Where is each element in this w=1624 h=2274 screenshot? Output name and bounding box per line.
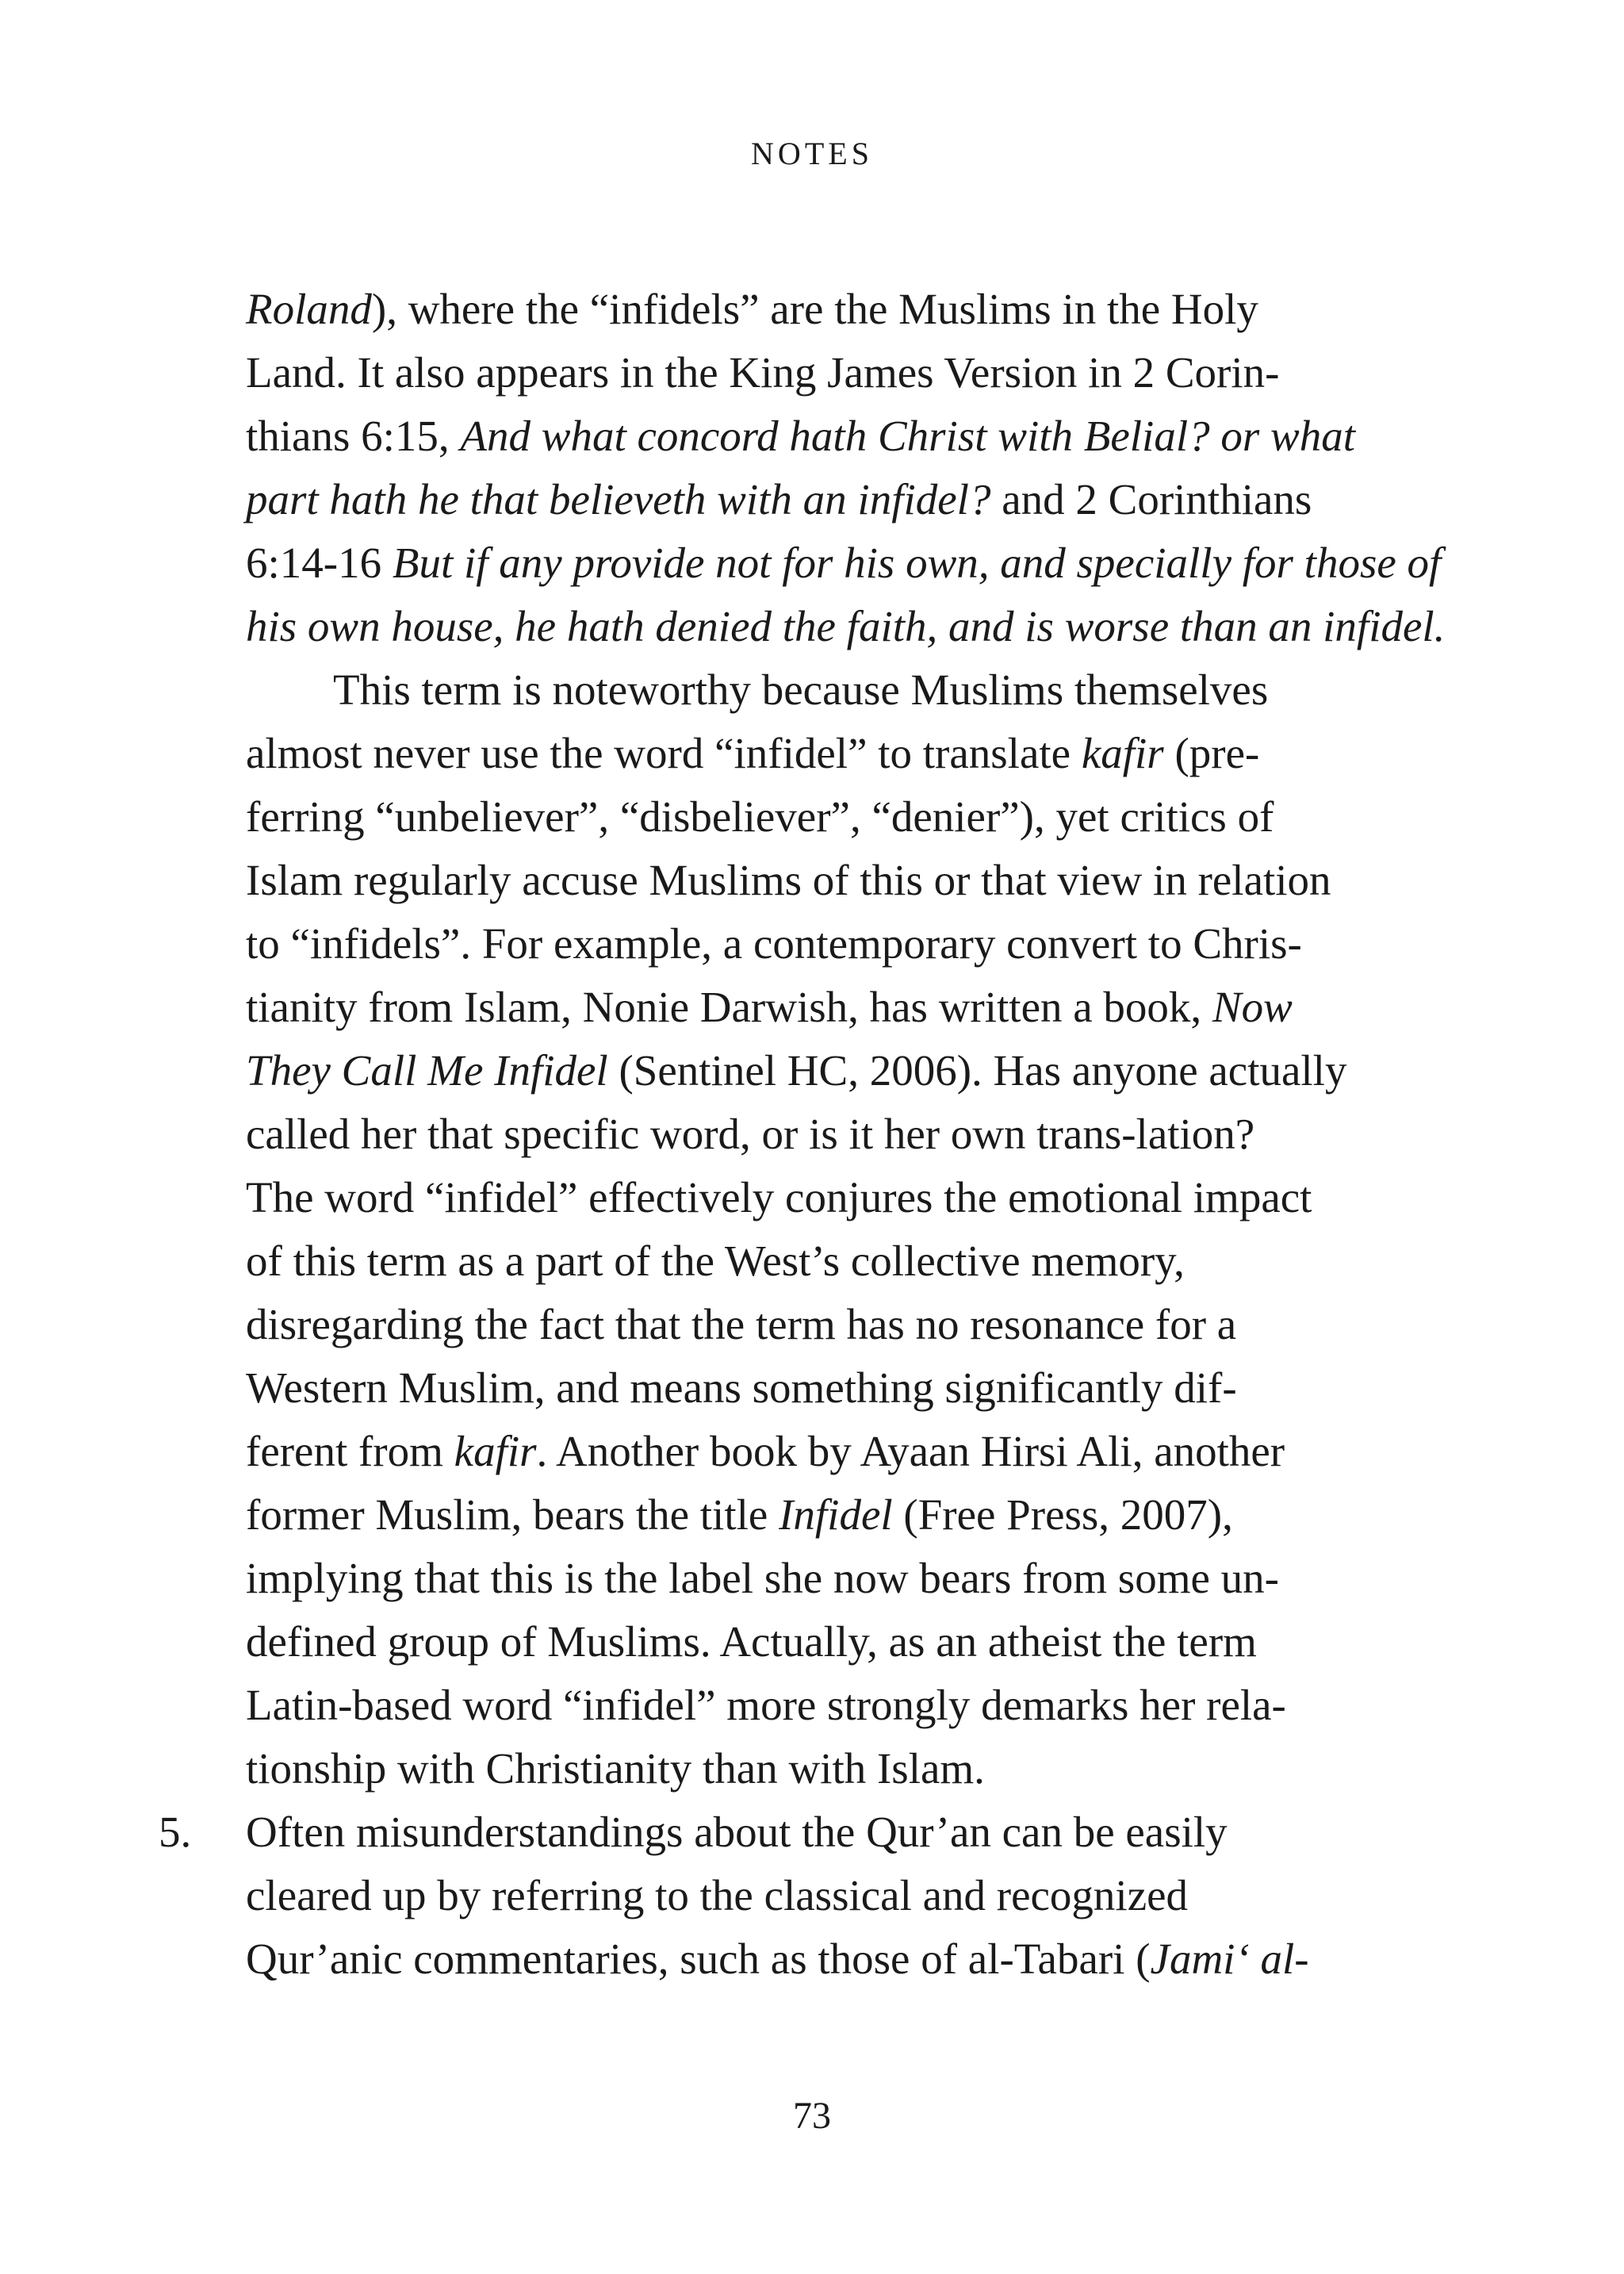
italic-text: kafir bbox=[454, 1427, 537, 1475]
text-line bbox=[246, 468, 1467, 531]
italic-text: part hath he that believeth with an infidel? bbox=[246, 475, 991, 523]
italic-text: kafir bbox=[1081, 729, 1164, 777]
note-4-continuation bbox=[246, 278, 1467, 1800]
text-line bbox=[246, 595, 1467, 658]
text-run: to “infidels”. For example, a contemporary convert to Chris- bbox=[246, 919, 1302, 968]
text-line bbox=[246, 1610, 1467, 1674]
italic-text: But if any provide not for his own, and specially for those of bbox=[392, 539, 1442, 587]
italic-text: Roland bbox=[246, 285, 372, 333]
text-run: tionship with Christianity than with Islam. bbox=[246, 1744, 985, 1793]
text-line bbox=[246, 976, 1467, 1039]
text-line bbox=[246, 1293, 1467, 1356]
text-line bbox=[246, 1166, 1467, 1229]
text-run: Qur’anic commentaries, such as those of al-Tabari ( bbox=[246, 1935, 1151, 1983]
italic-text: Infidel bbox=[779, 1490, 893, 1539]
page-number: 73 bbox=[793, 2095, 831, 2137]
text-line bbox=[246, 1547, 1467, 1610]
text-line bbox=[246, 1229, 1467, 1293]
text-run: called her that specific word, or is it her own trans-lation? bbox=[246, 1110, 1255, 1158]
text-run: Islam regularly accuse Muslims of this or that view in relation bbox=[246, 856, 1331, 904]
text-run: (Free Press, 2007), bbox=[892, 1490, 1233, 1539]
text-run: This term is noteworthy because Muslims themselves bbox=[333, 665, 1269, 714]
italic-text: And what concord hath Christ with Belial? or what bbox=[460, 412, 1355, 460]
text-line bbox=[246, 849, 1467, 912]
text-run: 6:14-16 bbox=[246, 539, 393, 587]
text-run: and 2 Corinthians bbox=[990, 475, 1312, 523]
text-line bbox=[246, 1039, 1467, 1102]
notes-text-block bbox=[159, 278, 1467, 1991]
text-run: . Another book by Ayaan Hirsi Ali, another bbox=[536, 1427, 1285, 1475]
text-line bbox=[246, 405, 1467, 468]
text-run: defined group of Muslims. Actually, as an atheist the term bbox=[246, 1617, 1257, 1666]
text-run: Land. It also appears in the King James Version in 2 Corin- bbox=[246, 348, 1280, 397]
text-line bbox=[246, 341, 1467, 405]
text-run: Often misunderstandings about the Qur’an can be easily bbox=[246, 1808, 1228, 1856]
note-5 bbox=[159, 1800, 1467, 1991]
text-line bbox=[246, 1800, 1467, 1864]
text-line bbox=[246, 1356, 1467, 1420]
running-head: NOTES bbox=[751, 136, 873, 171]
text-run: (Sentinel HC, 2006). Has anyone actually bbox=[607, 1046, 1347, 1095]
text-run: tianity from Islam, Nonie Darwish, has written a book, bbox=[246, 983, 1212, 1031]
italic-text: Now bbox=[1212, 983, 1293, 1031]
text-line bbox=[246, 1737, 1467, 1800]
text-line bbox=[246, 722, 1467, 785]
text-line bbox=[246, 1927, 1467, 1991]
text-run: ), where the “infidels” are the Muslims in the Holy bbox=[371, 285, 1258, 333]
text-run: cleared up by referring to the classical and recognized bbox=[246, 1871, 1189, 1919]
italic-text: Jami‘ al- bbox=[1150, 1935, 1309, 1983]
text-run: ferent from bbox=[246, 1427, 454, 1475]
text-line bbox=[246, 531, 1467, 595]
note-number: 5. bbox=[159, 1808, 192, 1856]
text-line bbox=[246, 1102, 1467, 1166]
text-run: (pre- bbox=[1163, 729, 1260, 777]
italic-text: his own house, he hath denied the faith, and is worse than an infidel. bbox=[246, 602, 1446, 650]
text-line bbox=[246, 1483, 1467, 1547]
text-line bbox=[246, 1420, 1467, 1483]
text-run: The word “infidel” effectively conjures the emotional impact bbox=[246, 1173, 1312, 1221]
text-run: Latin-based word “infidel” more strongly demarks her rela- bbox=[246, 1681, 1286, 1729]
text-run: ferring “unbeliever”, “disbeliever”, “denier”), yet critics of bbox=[246, 792, 1274, 841]
text-run: Western Muslim, and means something significantly dif- bbox=[246, 1363, 1237, 1412]
text-run: former Muslim, bears the title bbox=[246, 1490, 779, 1539]
text-line bbox=[246, 1864, 1467, 1927]
note-5-text bbox=[246, 1800, 1467, 1991]
text-run: disregarding the fact that the term has no resonance for a bbox=[246, 1300, 1237, 1348]
text-line bbox=[246, 658, 1467, 722]
text-run: implying that this is the label she now bears from some un- bbox=[246, 1554, 1279, 1602]
text-line bbox=[246, 785, 1467, 849]
text-line bbox=[246, 1674, 1467, 1737]
text-run: of this term as a part of the West’s collective memory, bbox=[246, 1237, 1185, 1285]
text-line bbox=[246, 278, 1467, 341]
text-run: almost never use the word “infidel” to translate bbox=[246, 729, 1082, 777]
text-run: thians 6:15, bbox=[246, 412, 461, 460]
italic-text: They Call Me Infidel bbox=[246, 1046, 608, 1095]
text-line bbox=[246, 912, 1467, 976]
